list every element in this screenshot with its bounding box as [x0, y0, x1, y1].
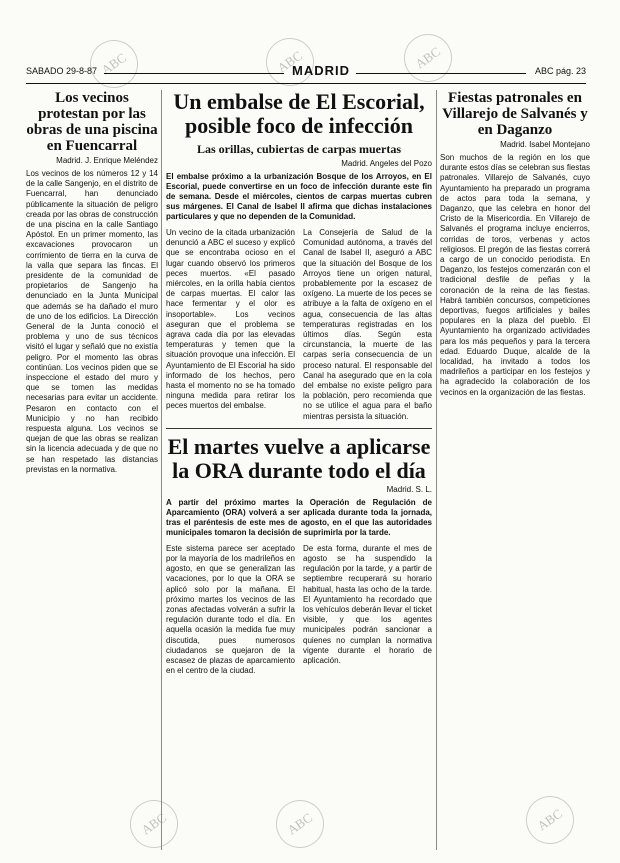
- abc-watermark: ABC: [517, 787, 584, 854]
- abc-watermark: ABC: [257, 29, 324, 96]
- issue-date: SABADO 29-8-87: [26, 66, 98, 76]
- page-header: [26, 63, 586, 80]
- main-body-col1: Un vecino de la citada urbanización denunció a ABC el suceso y explicó que se encontraba ocioso en el lugar cuando observó los primeros peces muertos. «El pasado miércoles, en la orilla había cientos de carpas muertas. El calor las hace fermentar y el olor es insoportable». Los vecinos aseguran que el problema se agrava cada día por las elevadas temperaturas y temen que la situación provoque una infección. El Ayuntamiento de El Escorial ha sido informado de los hechos, pero hasta el momento no se ha tomado ninguna medida para retirar los peces muertos del embalse.: [166, 228, 295, 411]
- section-title: MADRID: [292, 63, 350, 78]
- main-lead: El embalse próximo a la urbanización Bosque de los Arroyos, en El Escorial, puede convertirse en un foco de infección durante este fin de semana. Desde el miércoles, cientos de carpas muertas cubren sus márgenes. El Canal de Isabel II afirma que dichas instalaciones particulares y que no dependen de la Comunidad.: [166, 172, 432, 221]
- ora-body-col2: De esta forma, durante el mes de agosto se ha suspendido la regulación por la tarde, y a partir de septiembre recuperará su horario habitual, hasta las ocho de la tarde. El Ayuntamiento ha recordado que los vehículos deberán llevar el ticket visible, y que los agentes municipales podrán sancionar a quienes no cumplan la normativa vigente durante el horario de aplicación.: [303, 543, 432, 666]
- abc-watermark: ABC: [121, 791, 188, 858]
- right-body: Son muchos de la región en los que durante estos días se celebran sus fiestas patronales. Villarejo de Salvanés, cuyo Ayuntamiento ha preparado un programa de actos para toda la semana, y Daganzo, que las celebra en honor del Cristo de la Misericordia. En Villarejo de Salvanés el programa incluye encierros, corridas de toros, verbenas y actos religiosos. El pregón de las fiestas correrá a cargo de un conocido periodista. En Daganzo, los festejos comenzarán con el tradicional desfile de peñas y la coronación de la reina de las fiestas. Habrá también concursos, competiciones deportivas, fuegos artificiales y bailes populares en la plaza del pueblo. El Ayuntamiento ha organizado actividades para los más pequeños y para la tercera edad. Eduardo Duque, alcalde de la localidad, ha invitado a todos los madrileños a participar en los festejos y ha agradecido la colaboración de los vecinos en la organización de las fiestas.: [440, 153, 590, 397]
- main-headline: Un embalse de El Escorial, posible foco de infección: [173, 90, 425, 138]
- ora-headline: El martes vuelve a aplicarse la ORA durante todo el día: [167, 433, 431, 483]
- article-divider: [166, 428, 432, 429]
- header-divider: [356, 73, 526, 74]
- left-body: Los vecinos de los números 12 y 14 de la calle Sangenjo, en el distrito de Fuencarral, han denunciado públicamente la situación de peligro creada por las obras de construcción de una piscina en la calle Santiago Apóstol. En un primer momento, las excavaciones provocaron un corrimiento de tierra en la curva de la valla que separa las fincas. El presidente de la comunidad de propietarios de Sangenjo ha denunciado en la Junta Municipal que además se ha dañado el muro de uno de los edificios. La Dirección General de la Junta conoció el problema y uno de sus técnicos visitó el lugar y señaló que no existía peligro. Por el momento las obras continúan. Los vecinos piden que se inspeccione el estado del muro y que se tomen las medidas necesarias para evitar un accidente. Pesaron en contacto con el Municipio y no han recibido respuesta alguna. Los vecinos se quejan de que las obras se realizan sin la licencia adecuada y de que no se han respetado las distancias previstas en la normativa.: [26, 169, 158, 474]
- left-byline: Madrid. J. Enrique Meléndez: [56, 156, 158, 165]
- main-byline: Madrid. Angeles del Pozo: [341, 159, 432, 168]
- abc-watermark: ABC: [81, 31, 148, 98]
- page-number: ABC pág. 23: [534, 66, 586, 76]
- right-byline: Madrid. Isabel Montejano: [500, 140, 590, 149]
- left-headline: Los vecinos protestan por las obras de una piscina en Fuencarral: [26, 90, 158, 154]
- column-divider: [161, 90, 162, 850]
- header-divider: [104, 73, 284, 74]
- main-body-col2: La Consejería de Salud de la Comunidad autónoma, a través del Canal de Isabel II, aseguró a ABC que la situación del Bosque de los Arroyos tiene un origen natural, probablemente por la escasez de oxígeno. La muerte de los peces se atribuye a la falta de oxígeno en el agua, consecuencia de las altas temperaturas registradas en los últimos días. Según esta circunstancia, la muerte de las carpas sería consecuencia de un proceso natural. El responsable del Canal ha asegurado que en la cola del embalse no existe peligro para la población, pero recomienda que no se utilice el agua para el baño mientras persista la situación.: [303, 228, 432, 421]
- ora-body-col1: Este sistema parece ser aceptado por la mayoría de los madrileños en agosto, en que se generalizan las vacaciones, por lo que la ORA se aplicó solo por la mañana. El próximo martes los vecinos de las zonas afectadas volverán a sufrir la regulación durante todo el día. En aquella ocasión la medida fue muy discutida, pues numerosos ciudadanos se quejaron de la escasez de plazas de aparcamiento en el centro de la ciudad.: [166, 543, 295, 676]
- main-body: [166, 228, 432, 422]
- column-divider: [436, 90, 437, 850]
- right-article: [440, 90, 590, 850]
- right-headline: Fiestas patronales en Villarejo de Salvanés y en Daganzo: [442, 90, 588, 138]
- ora-body: [166, 544, 432, 677]
- main-article: [166, 90, 432, 850]
- left-article: [26, 90, 158, 850]
- abc-watermark: ABC: [395, 25, 462, 92]
- abc-watermark: ABC: [267, 791, 334, 858]
- ora-lead: A partir del próximo martes la Operación de Regulación de Aparcamiento (ORA) volverá a ser aplicada durante toda la jornada, tras el paréntesis de este mes de agosto, en el que las autoridades municipales tomaron la decisión de suprimirla por la tarde.: [166, 497, 432, 537]
- main-subhead: Las orillas, cubiertas de carpas muertas: [197, 142, 401, 156]
- header-rule: [26, 83, 586, 84]
- ora-byline: Madrid. S. L.: [386, 484, 432, 494]
